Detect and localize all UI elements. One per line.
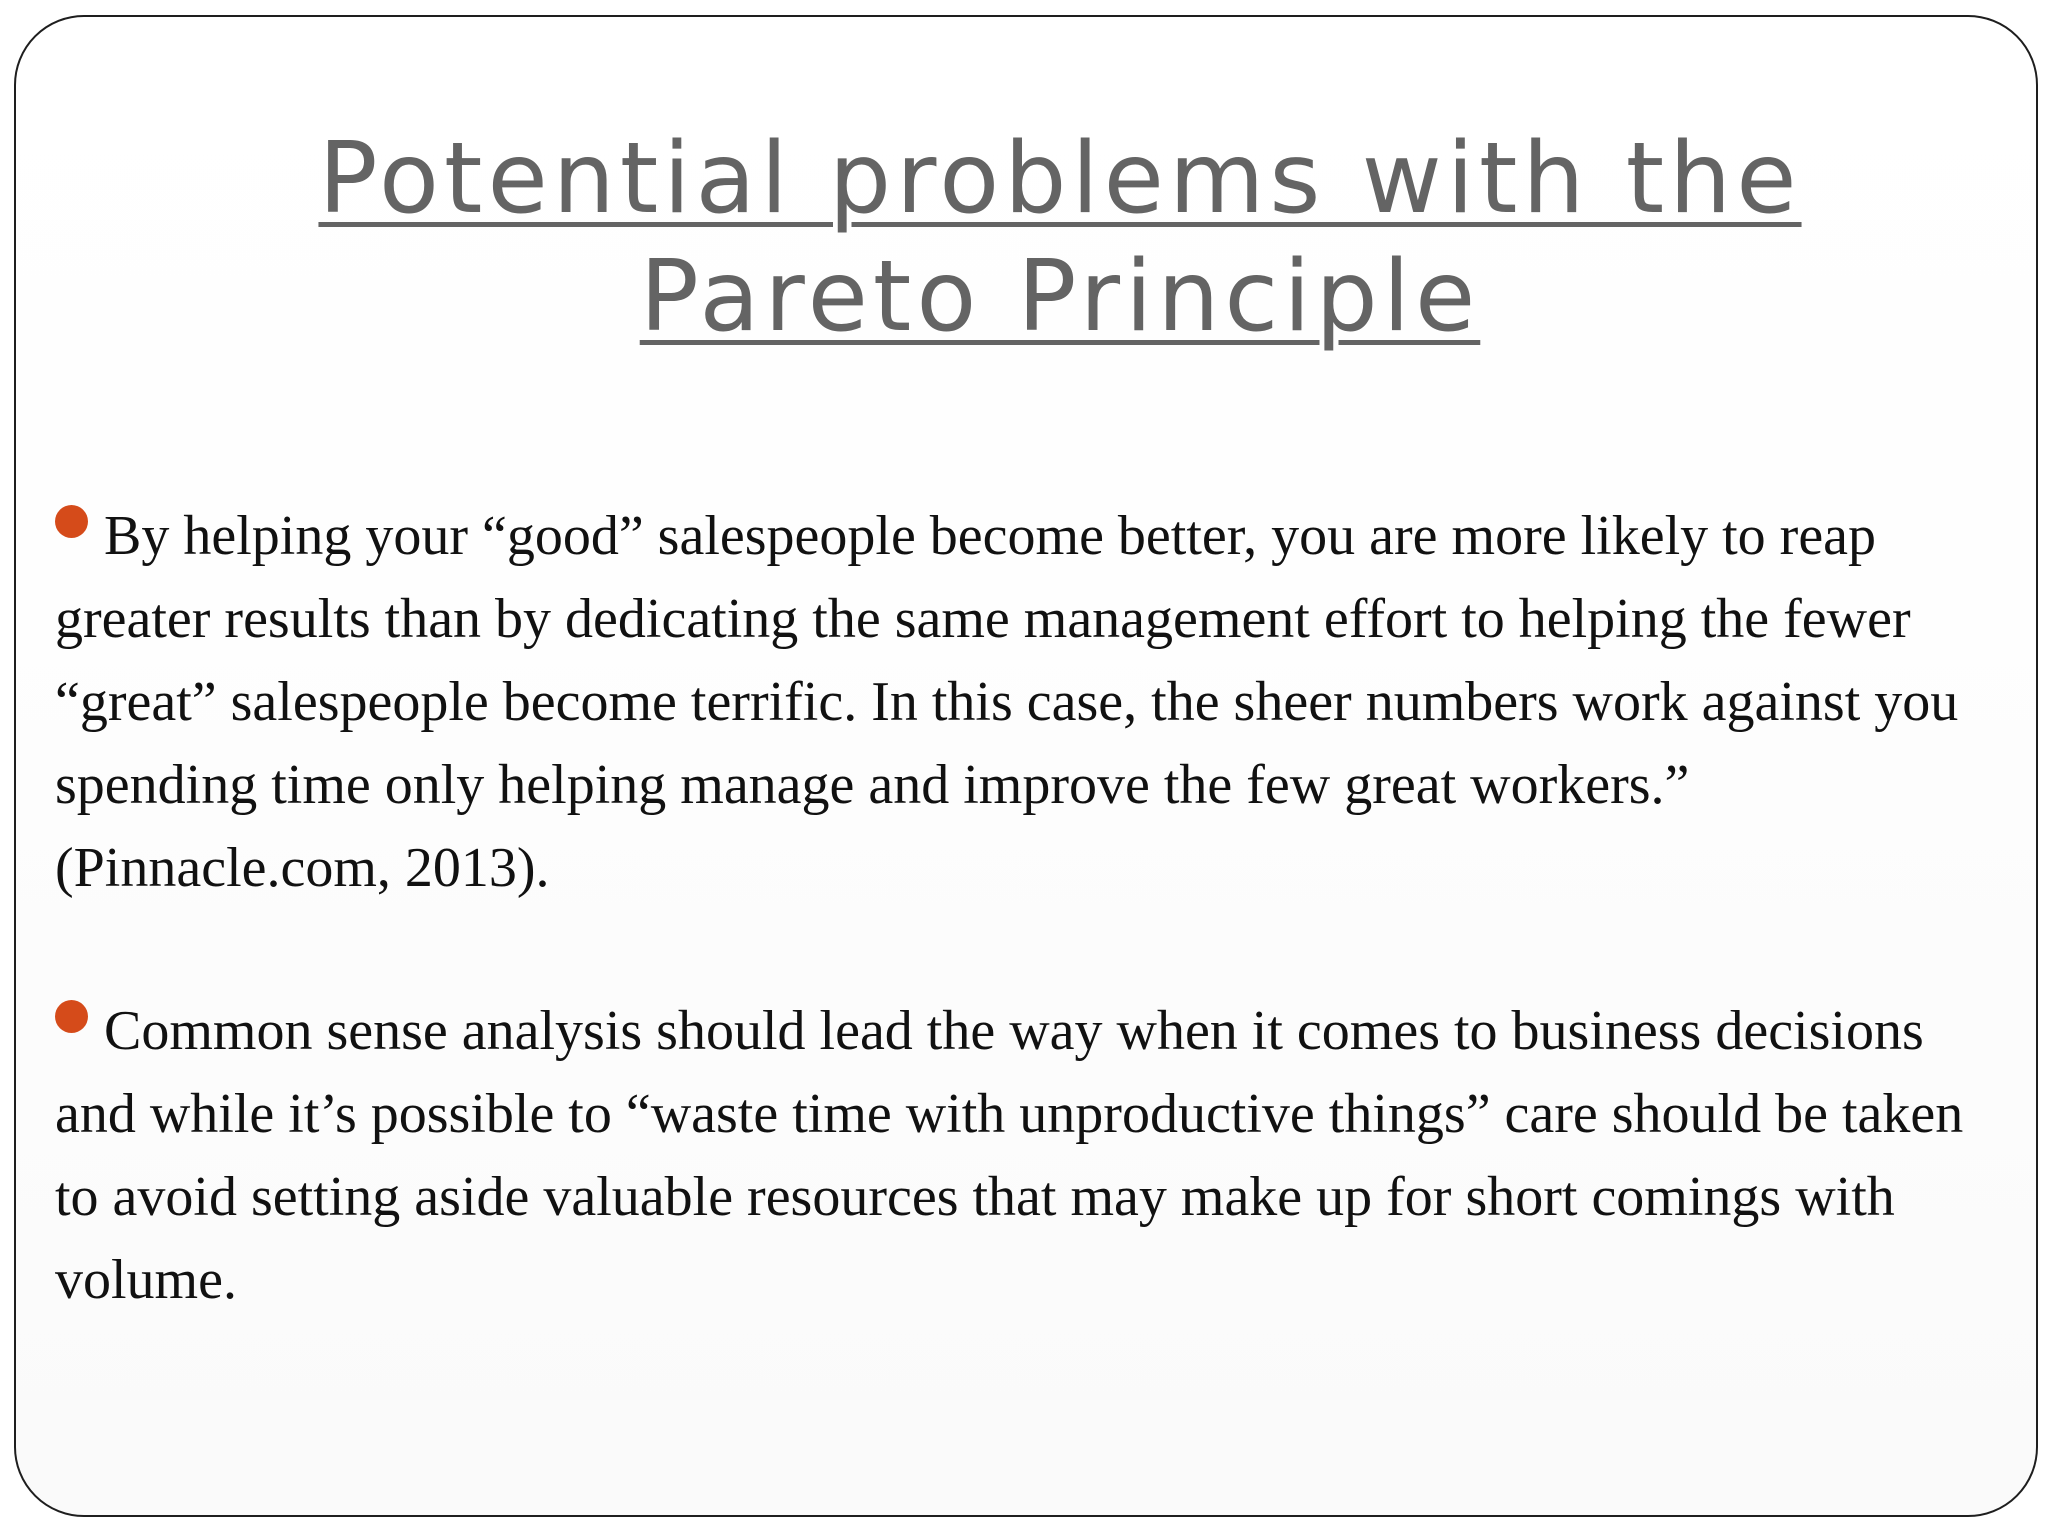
bullet-dot-icon: [55, 1000, 88, 1033]
bullet-text-2: Common sense analysis should lead the way when it comes to business decisions and while it’s possible to “waste time with unproductive things” care should be taken to avoid setting aside valuable resources that may make up for short comings with volume.: [55, 1000, 1964, 1311]
slide-title-line-1: Potential problems with the: [318, 122, 1802, 236]
bullet-dot-icon: [55, 505, 88, 538]
bullet-list: [55, 495, 2005, 1402]
slide-title-line-2: Pareto Principle: [639, 240, 1481, 354]
bullet-text-1: By helping your “good” salespeople become better, you are more likely to reap greater results than by dedicating the same management effort to helping the fewer “great” salespeople become terrific. In this case, the sheer numbers work against you spending time only helping manage and improve the few great workers.” (Pinnacle.com, 2013).: [55, 505, 1959, 899]
bullet-item-1: [55, 495, 2005, 910]
bullet-item-2: [55, 990, 2005, 1322]
slide-title: [100, 120, 2020, 356]
